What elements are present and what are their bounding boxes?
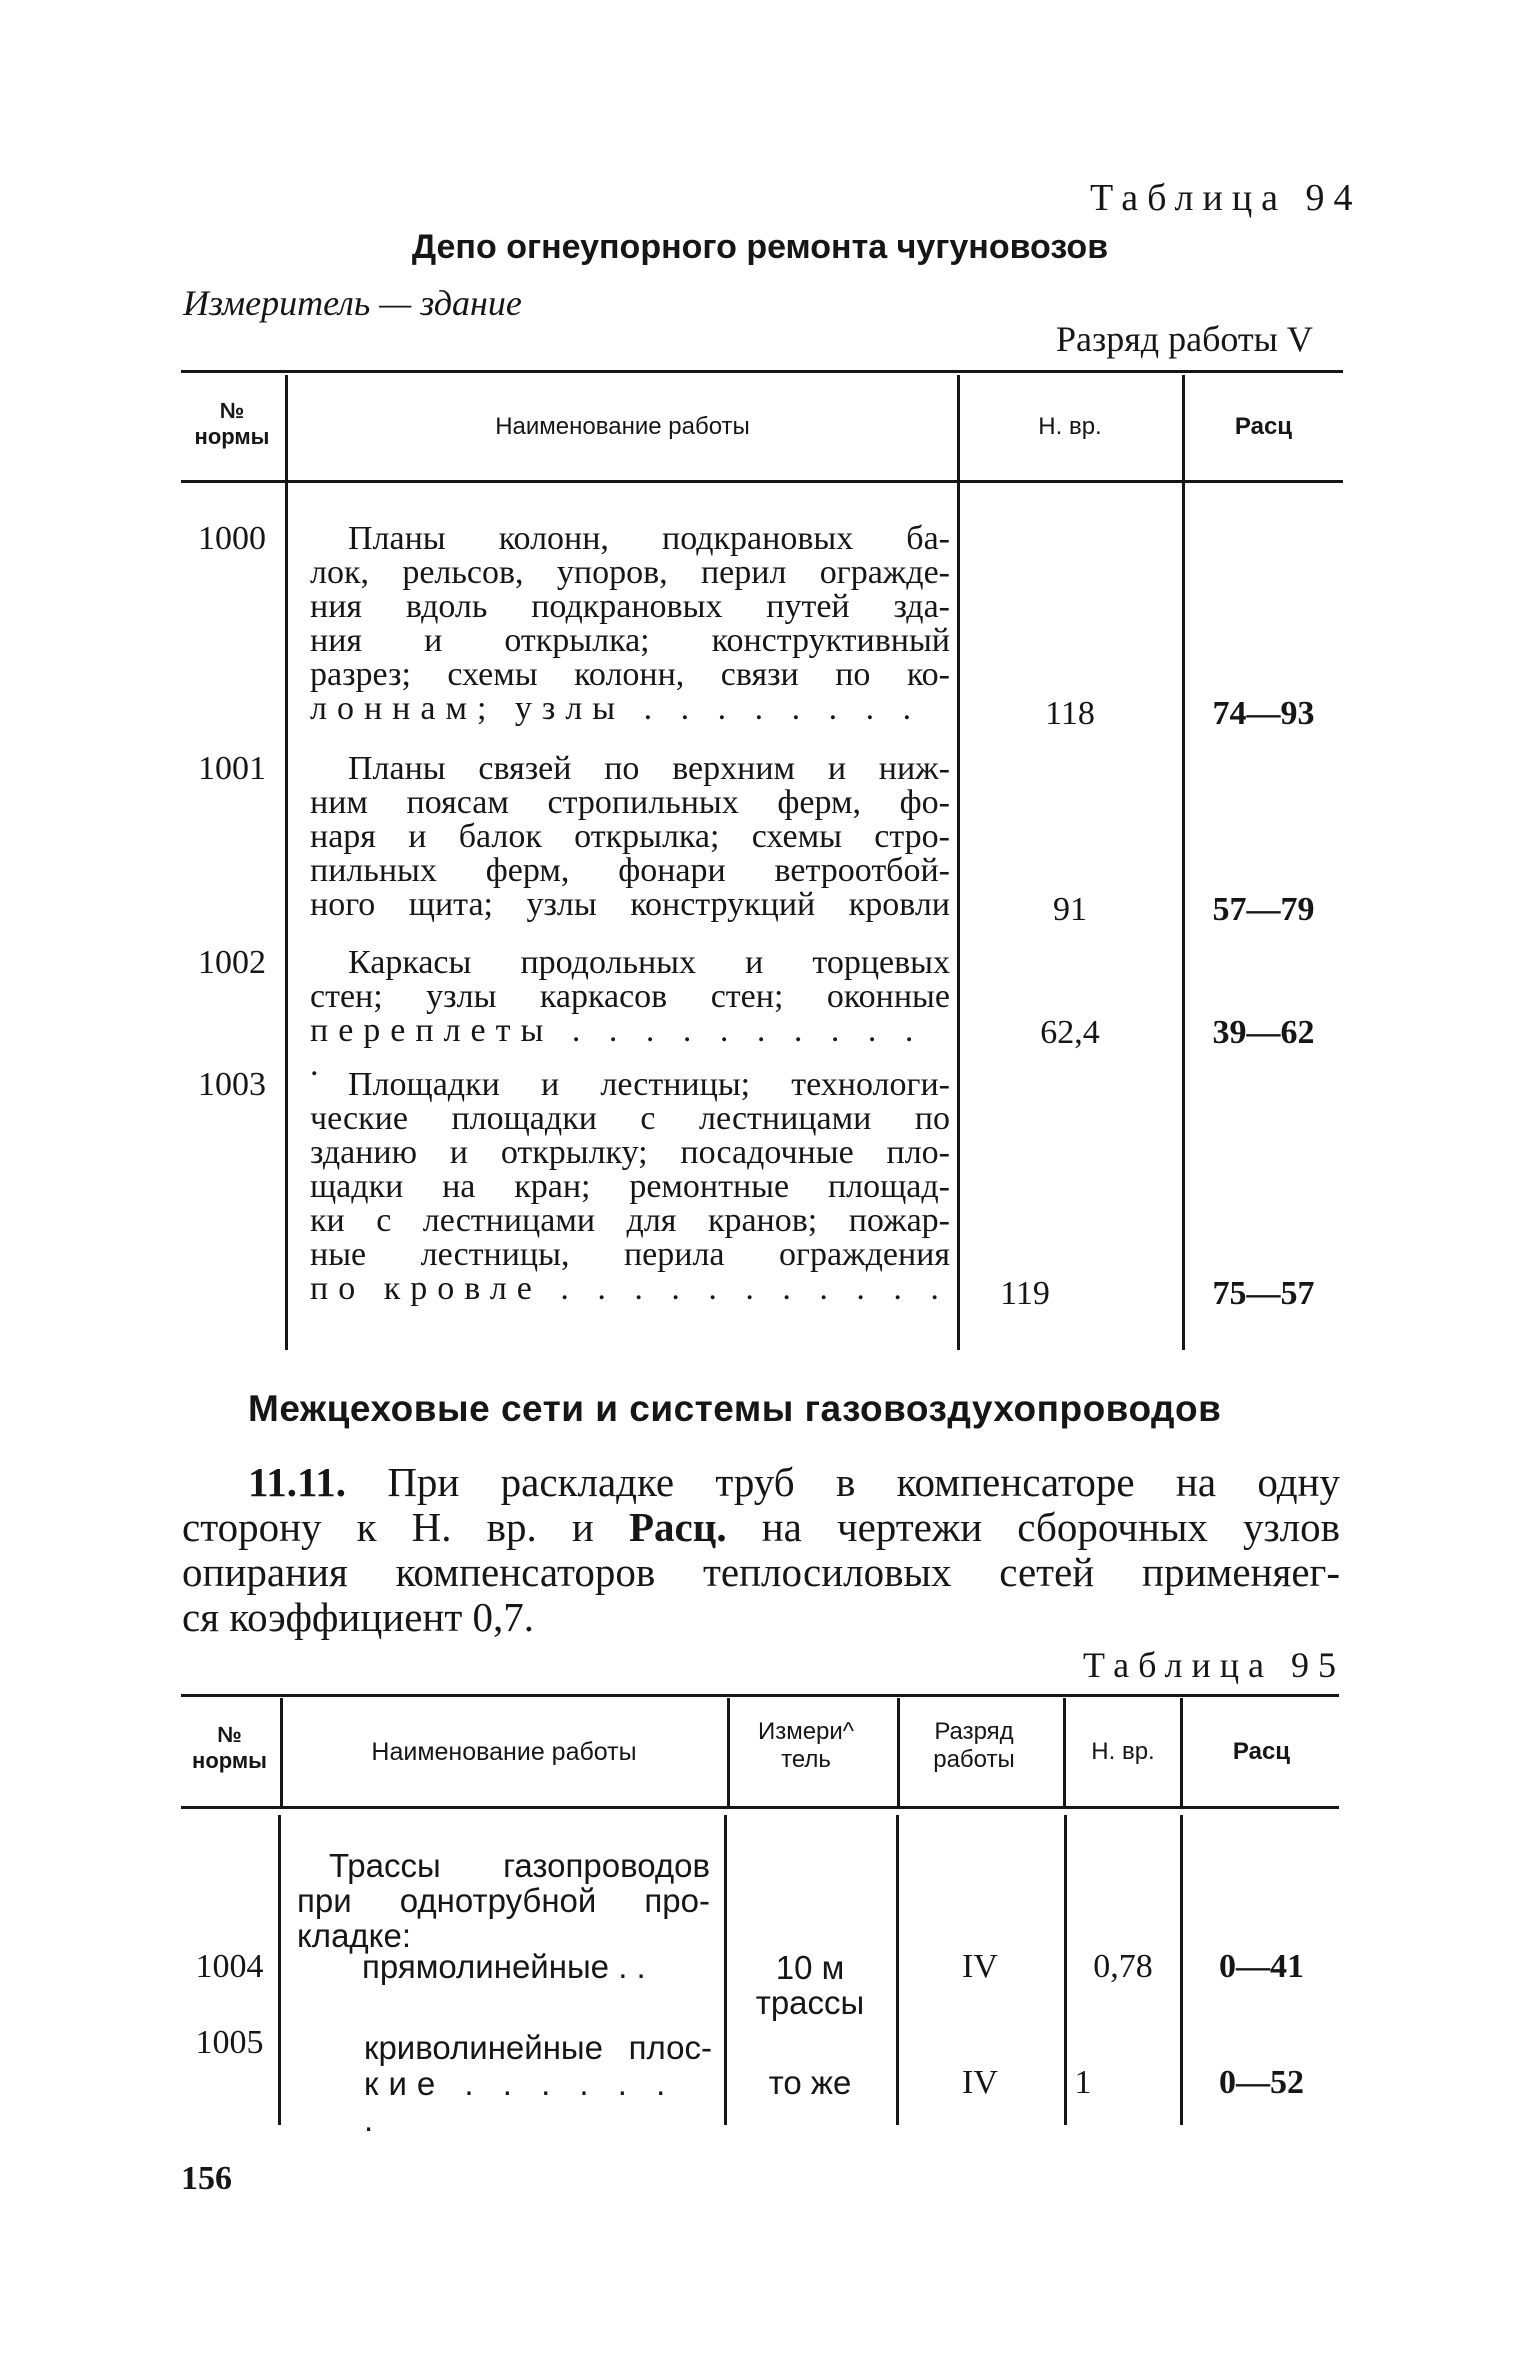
table-94-title: Депо огнеупорного ремонта чугуновозов [411, 228, 1109, 266]
table-94-measure: Измеритель — здание [183, 283, 522, 323]
table-94-header-name: Наименование работы [495, 413, 750, 440]
table-94-row-1000-line: разрез; схемы колонн, связи по ко- [310, 656, 950, 693]
table-94-row-1003-line: Площадки и лестницы; технологи- [348, 1066, 950, 1103]
section-heading: Межцеховые сети и системы газовоздухопроводов [248, 1388, 1222, 1429]
table-94-row-1003-line: ческие площадки с лестницами по [310, 1100, 950, 1137]
table-95-header-hvr: Н. вр. [1091, 1738, 1155, 1765]
table-94-header-rule [181, 480, 1343, 483]
table-95-col-divider-4-head [1063, 1698, 1066, 1806]
table-95-top-rule [181, 1694, 1339, 1697]
table-94-row-1002-line: Каркасы продольных и торцевых [348, 944, 950, 981]
table-95-col-divider-1-head [280, 1698, 283, 1806]
table-95-col-divider-3-head [897, 1698, 900, 1806]
table-94-col-divider-3 [1182, 375, 1185, 1350]
table-95-col-divider-5-head [1180, 1698, 1183, 1806]
table-95-header-name: Наименование работы [371, 1738, 637, 1766]
table-94-row-1001-rasc: 57—79 [1212, 891, 1315, 928]
table-95-col-divider-2 [724, 1815, 727, 2125]
table-94-row-1000-line: Планы колонн, подкрановых ба- [348, 520, 950, 557]
table-95-row-1004-name: прямолинейные . . [362, 1948, 646, 1985]
table-94-row-1003-rasc: 75—57 [1212, 1275, 1315, 1312]
table-94-row-1000-line: ния вдоль подкрановых путей зда- [310, 588, 950, 625]
table-95-row-1005-grade: IV [962, 2064, 998, 2101]
table-94-row-1003-no: 1003 [198, 1066, 266, 1103]
table-94-row-1001-line: ним поясам стропильных ферм, фо- [310, 784, 950, 821]
table-94-row-1002-line: стен; узлы каркасов стен; оконные [310, 978, 950, 1015]
table-94-row-1003-line: щадки на кран; ремонтные площад- [310, 1168, 950, 1205]
table-94-row-1003-line: зданию и открылку; посадочные пло- [310, 1134, 950, 1171]
table-95-header-no: № нормы [192, 1722, 267, 1773]
table-95-row-1004-hvr: 0,78 [1093, 1948, 1153, 1985]
table-94-row-1000-line: ния и открылка; конструктивный [310, 622, 950, 659]
table-95-row-1004-rasc: 0—41 [1219, 1948, 1304, 1985]
table-95-row-1004-measure: 10 м трассы [755, 1949, 865, 2021]
table-95-col-divider-3 [896, 1815, 899, 2125]
table-95-label: Таблица 95 [1083, 1645, 1345, 1685]
paragraph-bold-term: Расц. [628, 1504, 727, 1550]
table-95-group-line: при однотрубной про- [297, 1882, 710, 1919]
section-paragraph [182, 1460, 1340, 1640]
table-95-row-1005-measure: то же [768, 2064, 852, 2101]
table-95-header-grade: Разряд работы [933, 1718, 1015, 1773]
table-95-row-1005-line: кие . . . . . . . [364, 2065, 676, 2138]
table-94-row-1001-no: 1001 [198, 750, 266, 787]
table-94-row-1002-rasc: 39—62 [1212, 1014, 1315, 1051]
table-94-row-1003-hvr: 119 [1000, 1275, 1050, 1312]
table-95-header-rule [181, 1806, 1339, 1809]
table-94-label: Таблица 94 [1090, 177, 1362, 219]
paragraph-text: ся коэффициент 0,7. [182, 1594, 535, 1640]
paragraph-text: опирания компенсаторов теплосиловых сетей применяег- [182, 1549, 1340, 1595]
table-94-col-divider-1 [285, 375, 288, 1350]
table-94-row-1000-no: 1000 [198, 520, 266, 557]
paragraph-text: При раскладке труб в компенсаторе на одну [387, 1459, 1341, 1505]
table-95-group-line: кладке: [297, 1917, 412, 1954]
paragraph-number: 11.11. [248, 1459, 346, 1505]
paragraph-text: на чертежи сборочных узлов [761, 1504, 1341, 1550]
table-95-row-1004-no: 1004 [195, 1948, 264, 1985]
table-95-header-rasc: Расц [1232, 1738, 1291, 1765]
table-94-grade: Разряд работы V [1056, 319, 1313, 359]
table-94-row-1003-line: по кровле . . . . . . . . . . . [310, 1270, 949, 1307]
table-95-row-1005-no: 1005 [195, 2024, 264, 2061]
table-94-col-divider-2 [957, 375, 960, 1350]
table-95-col-divider-1 [278, 1815, 281, 2125]
page-number: 156 [181, 2160, 232, 2197]
table-94-row-1001-line: ного щита; узлы конструкций кровли [310, 886, 950, 923]
table-94-row-1000-line: лок, рельсов, упоров, перил огражде- [310, 554, 950, 591]
table-95-row-1005-hvr: 1 [1074, 2064, 1092, 2101]
table-94-row-1001-line: Планы связей по верхним и ниж- [348, 750, 950, 787]
table-94-row-1002-hvr: 62,4 [1040, 1014, 1100, 1051]
table-94-row-1000-hvr: 118 [1045, 695, 1095, 732]
table-95-row-1005-line: криволинейные плос- [364, 2029, 712, 2066]
table-95-row-1005-rasc: 0—52 [1219, 2064, 1304, 2101]
table-95-col-divider-4 [1064, 1815, 1067, 2125]
table-94-row-1001-line: пильных ферм, фонари ветроотбой- [310, 852, 950, 889]
table-95-header-measure: Измери^ тель [757, 1718, 855, 1773]
table-95-col-divider-5 [1180, 1815, 1183, 2125]
table-94-top-rule [181, 370, 1343, 373]
table-94-row-1000-rasc: 74—93 [1212, 695, 1315, 732]
table-94-header-hvr: Н. вр. [1038, 413, 1102, 440]
table-94-row-1001-line: наря и балок открылка; схемы стро- [310, 818, 950, 855]
table-94-row-1002-line: переплеты . . . . . . . . . . . [310, 1012, 924, 1083]
table-94-header-no: № нормы [194, 398, 270, 449]
table-94-row-1000-line: лоннам; узлы . . . . . . . . [310, 690, 922, 727]
table-94-row-1002-no: 1002 [198, 944, 266, 981]
table-95-group-line: Трассы газопроводов [329, 1847, 710, 1884]
table-94-row-1003-line: ные лестницы, перила ограждения [310, 1236, 950, 1273]
table-94-row-1001-hvr: 91 [1053, 891, 1087, 928]
table-95-row-1004-grade: IV [962, 1948, 998, 1985]
table-94-row-1003-line: ки с лестницами для кранов; пожар- [310, 1202, 950, 1239]
table-94-header-rasc: Расц [1234, 413, 1293, 440]
paragraph-text: сторону к Н. вр. и [182, 1504, 594, 1550]
table-95-col-divider-2-head [727, 1698, 730, 1806]
